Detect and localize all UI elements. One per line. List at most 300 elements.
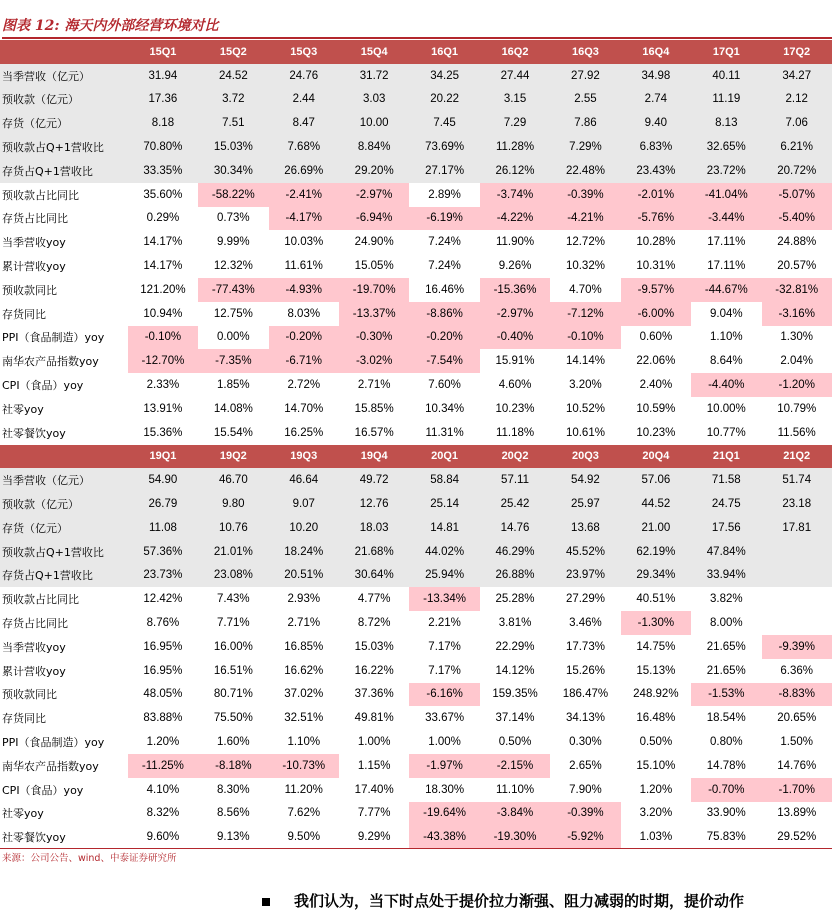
row-label: 南华农产品指数yoy xyxy=(2,759,99,773)
table-cell: 14.70% xyxy=(284,402,324,415)
column-header: 20Q1 xyxy=(431,450,459,463)
table-cell: -12.70% xyxy=(128,349,198,373)
column-header: 19Q3 xyxy=(290,450,318,463)
table-cell: -3.74% xyxy=(480,183,550,207)
table-cell: 25.94% xyxy=(425,569,465,582)
table-cell: -0.30% xyxy=(339,326,409,350)
table-cell: 121.20% xyxy=(140,283,186,296)
table-cell: 11.18% xyxy=(495,426,535,439)
table-cell: 16.85% xyxy=(284,640,324,653)
table-cell: 3.82% xyxy=(709,593,743,606)
table-cell: 15.05% xyxy=(354,260,394,273)
row-label: PPI（食品制造）yoy xyxy=(2,736,105,750)
table-cell: 49.81% xyxy=(354,712,394,725)
table-cell: 4.60% xyxy=(498,379,532,392)
table-cell: 16.46% xyxy=(425,283,465,296)
table-cell: -2.97% xyxy=(480,302,550,326)
table-cell: 10.00 xyxy=(359,117,389,130)
table-cell: 25.42 xyxy=(500,498,530,511)
table-row xyxy=(0,254,832,278)
table-cell: -7.35% xyxy=(198,349,268,373)
row-label: 存货占比同比 xyxy=(2,212,68,226)
table-cell: 26.79 xyxy=(148,498,178,511)
table-cell: 24.52 xyxy=(218,69,248,82)
table-cell: 62.19% xyxy=(636,545,676,558)
table-cell: 26.69% xyxy=(284,164,324,177)
table-cell xyxy=(762,611,832,635)
table-cell: 21.01% xyxy=(213,545,253,558)
column-header: 15Q4 xyxy=(360,45,388,58)
table-cell: 15.13% xyxy=(636,664,676,677)
table-cell: 0.60% xyxy=(639,331,673,344)
column-header: 21Q1 xyxy=(712,450,740,463)
row-label: 存货（亿元） xyxy=(2,117,68,131)
table-cell: -6.71% xyxy=(269,349,339,373)
table-cell: -6.94% xyxy=(339,207,409,231)
table-cell: 48.05% xyxy=(143,688,183,701)
table-cell: 11.08 xyxy=(148,521,177,534)
table-cell: -0.39% xyxy=(550,802,620,826)
table-cell: 40.11 xyxy=(712,69,741,82)
table-cell: 16.95% xyxy=(143,640,183,653)
table-cell: 27.44 xyxy=(500,69,530,82)
table-cell: 10.31% xyxy=(636,260,676,273)
table-cell: 70.80% xyxy=(143,141,183,154)
table-cell: 0.30% xyxy=(569,736,602,749)
table-cell: 25.28% xyxy=(495,593,535,606)
table-cell: 10.77% xyxy=(706,426,746,439)
table-cell: -5.07% xyxy=(762,183,832,207)
table-cell: 57.36% xyxy=(143,545,183,558)
table-cell: 15.91% xyxy=(495,355,535,368)
row-label: 南华农产品指数yoy xyxy=(2,355,99,369)
table-cell: 21.00 xyxy=(641,521,671,534)
table-row xyxy=(0,135,832,159)
table-cell: 25.97 xyxy=(571,498,600,511)
table-cell: 7.77% xyxy=(357,807,391,820)
row-label: 社零yoy xyxy=(2,807,44,821)
table-cell: 2.89% xyxy=(428,188,461,201)
table-cell: -3.16% xyxy=(762,302,832,326)
table-cell: -11.25% xyxy=(128,754,198,778)
table-cell: -1.30% xyxy=(621,611,691,635)
table-cell: 2.33% xyxy=(146,379,180,392)
table-cell: -4.22% xyxy=(480,207,550,231)
table-cell: 13.68 xyxy=(571,521,600,534)
table-cell: 9.40 xyxy=(644,117,668,130)
table-cell: -8.18% xyxy=(198,754,268,778)
table-cell: 24.88% xyxy=(777,236,817,249)
table-cell: 1.10% xyxy=(287,736,321,749)
row-label: 预收款占Q+1营收比 xyxy=(2,141,104,155)
table-cell: -4.93% xyxy=(269,278,339,302)
table-cell: 25.14 xyxy=(430,498,459,511)
table-cell: 8.76% xyxy=(146,617,180,630)
table-cell: -44.67% xyxy=(691,278,761,302)
table-cell: 2.04% xyxy=(780,355,814,368)
table-row xyxy=(0,635,832,659)
table-cell: 10.34% xyxy=(425,402,465,415)
table-row xyxy=(0,421,832,445)
table-cell: 15.03% xyxy=(354,640,394,653)
table-cell: 15.36% xyxy=(143,426,183,439)
table-cell: 33.67% xyxy=(425,712,465,725)
table-cell: 7.17% xyxy=(428,664,461,677)
table-cell: 33.94% xyxy=(706,569,746,582)
column-header: 19Q2 xyxy=(219,450,247,463)
table-cell: 2.93% xyxy=(287,593,321,606)
table-cell: 10.61% xyxy=(565,426,605,439)
table-cell: 17.11% xyxy=(707,236,746,249)
table-cell: 8.30% xyxy=(217,783,250,796)
table-cell: 12.75% xyxy=(213,307,253,320)
table-cell: 16.51% xyxy=(213,664,253,677)
table-cell: 8.72% xyxy=(357,617,391,630)
table-cell: 0.80% xyxy=(709,736,743,749)
column-header: 16Q3 xyxy=(571,45,599,58)
table-cell: 1.00% xyxy=(357,736,391,749)
table-cell: 30.64% xyxy=(354,569,394,582)
table-cell: 11.90% xyxy=(495,236,535,249)
table-cell: 16.95% xyxy=(143,664,183,677)
table-cell: -0.20% xyxy=(409,326,479,350)
table-cell: 9.29% xyxy=(357,831,391,844)
table-cell: 1.85% xyxy=(217,379,250,392)
table-cell: 4.10% xyxy=(146,783,180,796)
column-header: 19Q1 xyxy=(149,450,177,463)
table-row xyxy=(0,326,832,350)
table-cell: 27.17% xyxy=(425,164,465,177)
table-cell: 54.90 xyxy=(148,474,178,487)
table-cell: 14.76% xyxy=(777,759,817,772)
table-cell: 1.20% xyxy=(639,783,673,796)
column-header: 15Q3 xyxy=(290,45,318,58)
table-cell: -2.01% xyxy=(621,183,691,207)
table-cell: 14.17% xyxy=(143,236,183,249)
table-cell: 34.13% xyxy=(565,712,605,725)
column-header: 20Q3 xyxy=(571,450,599,463)
row-label: 存货占Q+1营收比 xyxy=(2,569,93,583)
table-cell: 11.10% xyxy=(495,783,535,796)
column-header: 16Q1 xyxy=(431,45,459,58)
table-cell: 75.50% xyxy=(213,712,253,725)
table-cell: 83.88% xyxy=(143,712,183,725)
table-cell: 26.88% xyxy=(495,569,535,582)
table-cell: -7.12% xyxy=(550,302,620,326)
table-cell: 14.75% xyxy=(636,640,676,653)
table-cell: -1.70% xyxy=(762,778,832,802)
table-cell: -9.39% xyxy=(762,635,832,659)
table-cell: 6.36% xyxy=(780,664,814,677)
table-cell: 16.22% xyxy=(354,664,394,677)
row-label: 预收款占Q+1营收比 xyxy=(2,545,104,559)
row-label: 预收款同比 xyxy=(2,688,57,702)
table-cell: 29.34% xyxy=(636,569,676,582)
table-cell: 1.00% xyxy=(428,736,461,749)
table-cell: -43.38% xyxy=(409,825,479,849)
table-cell: 31.72 xyxy=(359,69,389,82)
row-label: 预收款（亿元） xyxy=(2,498,79,512)
table-cell: 8.47 xyxy=(292,117,315,130)
row-label: 存货同比 xyxy=(2,307,46,321)
table-cell: -1.53% xyxy=(691,683,761,707)
table-cell: 0.50% xyxy=(498,736,532,749)
table-cell: 8.64% xyxy=(709,355,743,368)
table-cell: -2.41% xyxy=(269,183,339,207)
table-cell: 2.71% xyxy=(357,379,391,392)
table-2015-2017 xyxy=(0,40,832,445)
table-row xyxy=(0,64,832,88)
table-cell: 17.73% xyxy=(565,640,605,653)
table-row xyxy=(0,207,832,231)
table-cell: -0.10% xyxy=(128,326,198,350)
table-cell: 16.25% xyxy=(284,426,324,439)
table-cell: 40.51% xyxy=(636,593,676,606)
table-cell: 9.07 xyxy=(292,498,315,511)
table-cell: 46.29% xyxy=(495,545,535,558)
table-cell: 20.65% xyxy=(777,712,817,725)
row-label: 预收款占比同比 xyxy=(2,188,79,202)
table-cell: 7.24% xyxy=(428,236,461,249)
column-header: 15Q2 xyxy=(219,45,247,58)
table-cell: 8.84% xyxy=(357,141,391,154)
table-2019-2021 xyxy=(0,445,832,850)
table-cell: 10.03% xyxy=(284,236,324,249)
table-cell: -5.40% xyxy=(762,207,832,231)
table-cell: 3.20% xyxy=(569,379,602,392)
row-label: 当季营收yoy xyxy=(2,640,66,654)
table-cell: -15.36% xyxy=(480,278,550,302)
table-cell: 49.72 xyxy=(359,474,389,487)
table-cell: 1.30% xyxy=(780,331,814,344)
table-cell: -10.73% xyxy=(269,754,339,778)
row-label: 社零餐饮yoy xyxy=(2,831,66,845)
table-cell: 186.47% xyxy=(562,688,609,701)
table-cell: 9.60% xyxy=(146,831,180,844)
table-cell: 24.90% xyxy=(354,236,394,249)
table-cell: 8.00% xyxy=(709,617,743,630)
table-row xyxy=(0,754,832,778)
table-cell: 18.24% xyxy=(284,545,324,558)
table-cell: 23.97% xyxy=(565,569,605,582)
table-cell: -6.19% xyxy=(409,207,479,231)
table-cell: -4.21% xyxy=(550,207,620,231)
body-paragraph xyxy=(262,890,744,911)
table-cell: 21.65% xyxy=(706,664,746,677)
row-label: PPI（食品制造）yoy xyxy=(2,331,105,345)
table-cell: -0.20% xyxy=(269,326,339,350)
table-cell: 17.81 xyxy=(782,521,812,534)
row-label: 当季营收（亿元） xyxy=(2,69,90,83)
table-cell: -0.70% xyxy=(691,778,761,802)
table-cell: 0.00% xyxy=(217,331,250,344)
table-cell: 23.72% xyxy=(706,164,746,177)
row-label: 存货同比 xyxy=(2,712,46,726)
table-cell: 1.60% xyxy=(217,736,250,749)
table-cell: 75.83% xyxy=(706,831,746,844)
table-cell: 10.28% xyxy=(636,236,676,249)
table-row xyxy=(0,302,832,326)
table-cell: 14.17% xyxy=(143,260,183,273)
table-cell: 2.55 xyxy=(574,93,597,106)
table-cell: 58.84 xyxy=(430,474,459,487)
table-cell: 11.20% xyxy=(284,783,323,796)
row-label: 累计营收yoy xyxy=(2,260,66,274)
table-cell: -3.44% xyxy=(691,207,761,231)
column-header: 19Q4 xyxy=(360,450,388,463)
table-cell: -6.00% xyxy=(621,302,691,326)
source-divider xyxy=(0,848,832,849)
table-row xyxy=(0,111,832,135)
table-cell: 4.70% xyxy=(569,283,602,296)
table-row xyxy=(0,564,832,588)
table-cell: 1.15% xyxy=(357,759,391,772)
table-cell: 7.29 xyxy=(503,117,527,130)
table-cell: 37.02% xyxy=(284,688,324,701)
table-cell: 7.62% xyxy=(287,807,321,820)
table-cell: 71.58 xyxy=(711,474,741,487)
table-cell: 1.10% xyxy=(709,331,743,344)
table-cell: 11.28% xyxy=(495,141,535,154)
table-cell: 16.48% xyxy=(636,712,676,725)
table-cell: -41.04% xyxy=(691,183,761,207)
table-cell: 10.32% xyxy=(565,260,605,273)
table-cell: 22.29% xyxy=(495,640,535,653)
table-row xyxy=(0,492,832,516)
table-cell: 248.92% xyxy=(633,688,679,701)
table-cell: 11.31% xyxy=(425,426,464,439)
table-cell: 8.56% xyxy=(217,807,250,820)
table-row xyxy=(0,397,832,421)
table-cell: -9.57% xyxy=(621,278,691,302)
table-cell: 2.21% xyxy=(428,617,461,630)
table-cell: 37.36% xyxy=(354,688,394,701)
table-cell: -6.16% xyxy=(409,683,479,707)
row-label: 社零yoy xyxy=(2,402,44,416)
table-cell: 18.03 xyxy=(359,521,389,534)
source-note: 来源：公司公告、wind、中泰证券研究所 xyxy=(2,853,177,864)
table-row xyxy=(0,587,832,611)
table-cell: 7.68% xyxy=(287,141,321,154)
table-cell: 24.75 xyxy=(711,498,741,511)
table-cell: 9.99% xyxy=(217,236,250,249)
table-cell: -1.20% xyxy=(762,373,832,397)
table-cell: 22.06% xyxy=(636,355,676,368)
table-cell: 23.08% xyxy=(213,569,253,582)
table-cell: 6.83% xyxy=(639,141,673,154)
column-header: 16Q2 xyxy=(501,45,529,58)
table-cell: -77.43% xyxy=(198,278,268,302)
table-cell: 7.29% xyxy=(569,141,602,154)
table-cell: 20.57% xyxy=(777,260,817,273)
table-cell: 16.62% xyxy=(284,664,324,677)
table-cell: 3.81% xyxy=(498,617,532,630)
table-cell: 15.03% xyxy=(213,141,253,154)
table-cell: -7.54% xyxy=(409,349,479,373)
table-cell: 17.40% xyxy=(354,783,394,796)
table-cell: 44.02% xyxy=(425,545,465,558)
table-cell: -4.40% xyxy=(691,373,761,397)
column-header: 15Q1 xyxy=(149,45,177,58)
table-cell: 30.34% xyxy=(213,164,253,177)
table-cell: 15.85% xyxy=(354,402,394,415)
table-row xyxy=(0,183,832,207)
table-cell: 20.51% xyxy=(284,569,324,582)
table-cell: 29.52% xyxy=(777,831,817,844)
table-cell: 11.56% xyxy=(777,426,816,439)
table-cell: 7.60% xyxy=(428,379,461,392)
table-cell: 18.30% xyxy=(425,783,465,796)
table-cell: 10.79% xyxy=(777,402,817,415)
row-label: 预收款占比同比 xyxy=(2,593,79,607)
table-cell: 159.35% xyxy=(492,688,538,701)
table-cell: 51.74 xyxy=(782,474,812,487)
table-cell: -4.17% xyxy=(269,207,339,231)
table-row xyxy=(0,611,832,635)
table-cell: 21.65% xyxy=(706,640,746,653)
column-header: 16Q4 xyxy=(642,45,670,58)
table-cell: 24.76 xyxy=(289,69,319,82)
table-cell: 15.10% xyxy=(636,759,676,772)
table-cell: 14.76 xyxy=(500,521,530,534)
table-cell: 12.32% xyxy=(213,260,253,273)
table-cell: 32.65% xyxy=(706,141,746,154)
table-row xyxy=(0,802,832,826)
table-cell: 10.59% xyxy=(636,402,676,415)
table-row xyxy=(0,516,832,540)
table-cell: 10.76 xyxy=(218,521,248,534)
table-cell: 14.12% xyxy=(495,664,535,677)
table-cell: 2.72% xyxy=(287,379,321,392)
table-cell: 13.91% xyxy=(143,402,183,415)
table-cell: 20.22 xyxy=(430,93,459,106)
table-cell: 1.50% xyxy=(780,736,814,749)
figure-title-text: 图表 12: 海天内外部经营环境对比 xyxy=(2,18,219,34)
table-cell xyxy=(762,587,832,611)
table-cell: 20.72% xyxy=(777,164,817,177)
row-label: 预收款（亿元） xyxy=(2,93,79,107)
table-cell: 9.50% xyxy=(287,831,321,844)
column-header: 17Q2 xyxy=(783,45,811,58)
table-row xyxy=(0,468,832,492)
table-cell: -3.02% xyxy=(339,349,409,373)
table-cell: 45.52% xyxy=(565,545,605,558)
row-label: CPI（食品）yoy xyxy=(2,379,84,393)
table-cell: 34.25 xyxy=(430,69,459,82)
row-label: 累计营收yoy xyxy=(2,664,66,678)
table-cell: 14.14% xyxy=(565,355,605,368)
column-header: 20Q4 xyxy=(642,450,670,463)
table-cell: 2.12 xyxy=(785,93,808,106)
table-cell: 1.20% xyxy=(146,736,180,749)
table-cell: 34.98 xyxy=(641,69,671,82)
row-label: 当季营收yoy xyxy=(2,236,66,250)
table-cell: 2.44 xyxy=(292,93,315,106)
table-cell: -0.39% xyxy=(550,183,620,207)
table-cell: 13.89% xyxy=(777,807,817,820)
table-cell: 44.52 xyxy=(641,498,671,511)
table-row xyxy=(0,706,832,730)
table-cell: -13.37% xyxy=(339,302,409,326)
table-cell xyxy=(762,564,832,588)
table-cell: 8.03% xyxy=(287,307,321,320)
table-cell: 0.50% xyxy=(639,736,673,749)
column-header: 17Q1 xyxy=(712,45,740,58)
table-row xyxy=(0,349,832,373)
table-row xyxy=(0,778,832,802)
table-cell: 10.52% xyxy=(565,402,605,415)
table-cell: -3.84% xyxy=(480,802,550,826)
